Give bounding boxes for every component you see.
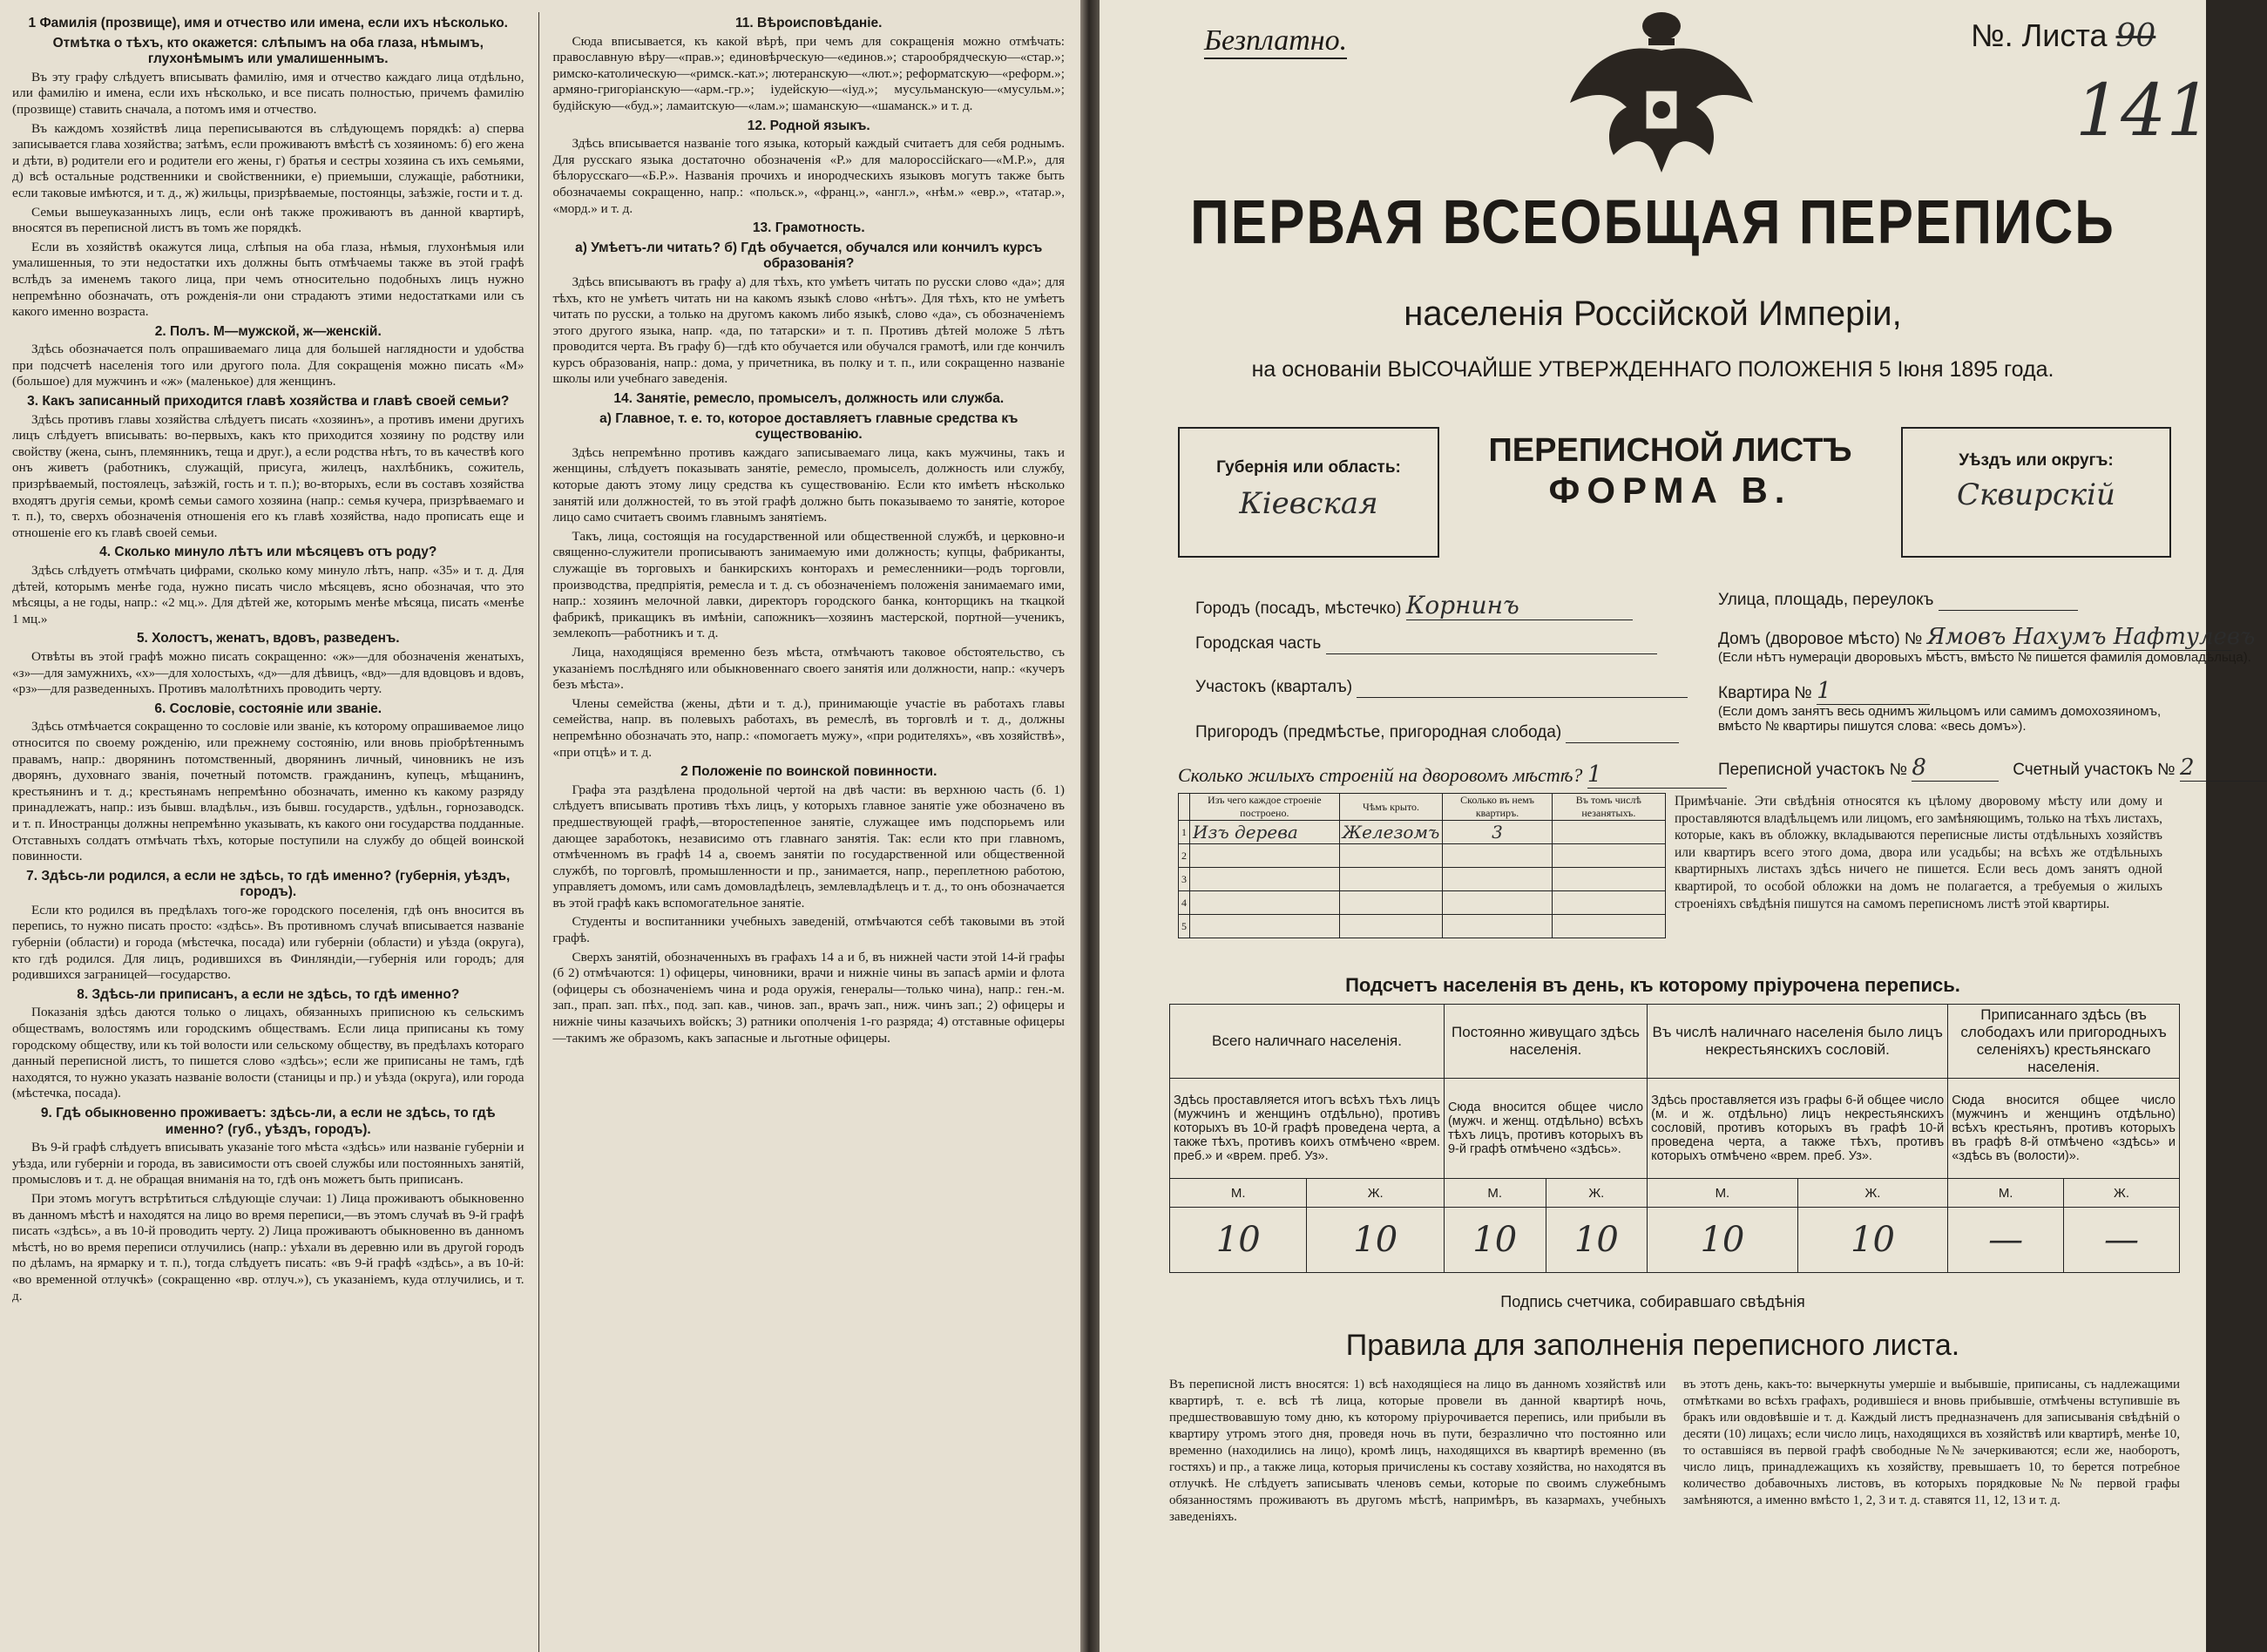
male-label: М.: [1444, 1179, 1546, 1208]
buildings-cell-vacant: [1552, 915, 1665, 938]
buildings-table-header: Изъ чего каждое строеніе построено.: [1190, 794, 1340, 821]
buildings-table-body: [1179, 821, 1666, 938]
city-value: Корнинъ: [1406, 591, 1633, 620]
buildings-cell-material: [1190, 868, 1340, 891]
instruction-paragraph: Здѣсь противъ главы хозяйства слѣдуетъ писать «хозяинъ», а противъ имени другихъ лицъ слѣдуетъ вписывать: во-первыхъ, какъ кто приходится хозяину по родству или свойству (жена, сынъ, племянникъ, теща и друг.), а если родства нѣтъ, то въ качествѣ кого онъ живетъ (работникъ, служащій, присуга, жилецъ, нахлѣбникъ, сожитель, призрѣваемый, постоялецъ, заѣзжій, гость и т. п.); во-вторыхъ, если въ составъ хозяйства входятъ другія семьи, кромѣ семьи самого хозяина (напр.: семья кучера, призрѣваемаго и т. п.), то, сверхъ обозначенія отношенія его къ главѣ хозяйства, надо прописать еще и отношеніе его къ главѣ своей семьи.: [12, 411, 524, 540]
instruction-paragraph: Сюда вписывается, къ какой вѣрѣ, при чемъ для сокращенія можно отмѣчать: православную вѣру—«прав.»; единовѣрческую—«единов.»; старообрядческую—«стар.»; римско-католическую—«римск.-кат.»; лютеранскую—«лют.»; реформатскую—«реформ.»; армяно-григоріанскую—«арм.-гр.»; іудейскую—«іуд.»; мусульманскую—«мусульм.»; будійскую—«буд.»; ламаитскую—«лам.»; шаманскую—«шаманск.» и т. д.: [552, 33, 1065, 113]
buildings-cell-n: 1: [1179, 821, 1190, 844]
count-value: —: [2064, 1208, 2180, 1273]
district-label: Уѣздъ или округъ:: [1959, 451, 2114, 470]
apartment-label: Квартира №: [1718, 684, 1812, 702]
buildings-cell-material: [1190, 844, 1340, 868]
buildings-cell-material: Изъ дерева: [1190, 821, 1340, 844]
rules-title: Правила для заполненія переписного листа.: [1345, 1329, 1960, 1362]
buildings-cell-roof: [1339, 891, 1443, 915]
instruction-heading: 1 Фамилія (прозвище), имя и отчество или имена, если ихъ нѣсколько.: [28, 16, 508, 30]
instruction-paragraph: Если въ хозяйствѣ окажутся лица, слѣпыя на оба глаза, нѣмыя, глухонѣмыя или умалишенныя, то эти недостатки ихъ должны быть отмѣчаемы также въ этой графѣ вслѣдъ за именемъ такого лица, при чемъ относительно подобныхъ лицъ нужно непремѣнно обозначать, отъ рожденія-ли они страдаютъ этими недостатками или съ какого именно возраста.: [12, 239, 524, 320]
count-value: 10: [1648, 1208, 1798, 1273]
city-part-label: Городская часть: [1195, 634, 1322, 653]
buildings-table-header: Сколько въ немъ квартиръ.: [1443, 794, 1552, 821]
instruction-paragraph: Здѣсь вписывается названіе того языка, который каждый считаетъ для себя роднымъ. Для русскаго языка достаточно обозначенія «Р.» для малороссійскаго—«М.Р.», для бѣлорусскаго—«Б.Р.». Названія прочихъ и инородческихъ языковъ могутъ также быть обозначаемы сокращенно, напр.: «польск.», «франц.», «англ.», «нѣм.» «евр.», «татар.», «морд.» и т. д.: [552, 136, 1065, 216]
census-district-value: 8: [1912, 755, 1999, 782]
instruction-heading: 14. Занятіе, ремесло, промыселъ, должность или служба.: [613, 391, 1005, 407]
male-label: М.: [1170, 1179, 1307, 1208]
count-value: 10: [1444, 1208, 1546, 1273]
book-gutter: [1080, 0, 1100, 1652]
apartment-value: 1: [1817, 678, 1930, 705]
census-district-label: Переписной участокъ №: [1718, 761, 1908, 779]
male-label: М.: [1648, 1179, 1798, 1208]
buildings-table-header: Въ томъ числѣ незанятыхъ.: [1552, 794, 1665, 821]
province-box: [1178, 427, 1439, 558]
city-label: Городъ (посадъ, мѣстечко): [1195, 599, 1402, 618]
count-value: 10: [1546, 1208, 1648, 1273]
instruction-paragraph: Показанія здѣсь даются только о лицахъ, обязанныхъ приписною къ сельскимъ обществамъ, волостямъ или городскимъ обществамъ. Если лица приписаны къ тому городскому обществу, или къ той волости или сельскому обществу, въ предѣлахъ котораго данный переписной листъ, то пишется слово «здѣсь»; если же приписаны не тамъ, гдѣ находятся, то нужно указать названіе волости (станицы и пр.) и уѣзда (округа), или города (мѣстечка, посада).: [12, 1005, 524, 1101]
instruction-heading: 13. Грамотность.: [752, 220, 865, 236]
count-desc: Сюда вносится общее число (мужчинъ и женщинъ отдѣльно) всѣхъ крестьянъ, противъ которыхъ въ графѣ 8-й отмѣчено «здѣсь» и «здѣсь въ (волости)».: [1948, 1079, 2180, 1179]
population-count-table: [1169, 1004, 2180, 1273]
rules-text: [1169, 1377, 2180, 1526]
buildings-cell-material: [1190, 891, 1340, 915]
instruction-heading: 7. Здѣсь-ли родился, а если не здѣсь, то гдѣ именно? (губернія, уѣздъ, городъ).: [26, 868, 511, 900]
count-value: 10: [1307, 1208, 1444, 1273]
buildings-table-row: [1179, 821, 1666, 844]
instruction-paragraph: Студенты и воспитанники учебныхъ заведеній, отмѣчаются себѣ таковыми въ этой графѣ.: [552, 914, 1065, 946]
buildings-cell-vacant: [1552, 891, 1665, 915]
instruction-paragraph: Въ эту графу слѣдуетъ вписывать фамилію, имя и отчество каждаго лица отдѣльно, или фамилію и имена, если ихъ нѣсколько, и все писать полностью, причемъ фамилію (прозвище) ставить сначала, а потомъ имя и отчество.: [12, 69, 524, 117]
instruction-paragraph: Лица, находящіяся временно безъ мѣста, отмѣчаютъ таковое обстоятельство, съ указаніемъ послѣдняго или обыкновеннаго своего занятія или должности, напр.: «кучеръ безъ мѣста».: [552, 644, 1065, 693]
count-mf-row: [1170, 1179, 2180, 1208]
instruction-heading: а) Главное, т. е. то, которое доставляетъ главные средства къ существованію.: [599, 410, 1018, 443]
apartment-note: (Если домъ занятъ весь однимъ жильцомъ или самимъ домохозяиномъ, вмѣсто № квартиры пишутся слова: «весь домъ»).: [1718, 704, 2162, 734]
buildings-table-row: [1179, 844, 1666, 868]
buildings-cell-n: 5: [1179, 915, 1190, 938]
instruction-heading: 2 Положеніе по воинской повинности.: [680, 764, 937, 780]
buildings-cell-n: 4: [1179, 891, 1190, 915]
suburb-label: Пригородъ (предмѣстье, пригородная слобода): [1195, 723, 1562, 741]
female-label: Ж.: [1797, 1179, 1948, 1208]
count-header: Всего наличнаго населенія.: [1170, 1005, 1445, 1079]
sheet-label-text: №. Листа: [1971, 17, 2108, 53]
census-subtitle: населенія Россійской Имперіи,: [1404, 295, 1902, 333]
sheet-title-box: [1439, 427, 1901, 558]
buildings-table: [1178, 793, 1666, 938]
instruction-heading: 8. Здѣсь-ли приписанъ, а если не здѣсь, то гдѣ именно?: [77, 986, 460, 1002]
count-district-label: Счетный участокъ №: [2013, 761, 2176, 779]
instruction-heading: 6. Сословіе, состояніе или званіе.: [154, 701, 382, 716]
count-header: Приписаннаго здѣсь (въ слободахъ или пригородныхъ селеніяхъ) крестьянскаго населенія.: [1948, 1005, 2180, 1079]
instruction-paragraph: Въ каждомъ хозяйствѣ лица переписываются въ слѣдующемъ порядкѣ: а) сперва записывается глава хозяйства; затѣмъ, если проживаютъ вмѣстѣ съ хозяиномъ: б) его жена и дѣти, в) родители его и родители его жены, г) братья и сестры хозяина съ ихъ семьями, д) всѣ остальные родственники и свойственники, е) приемыши, служащіе, работники, если таковые имѣются, и т. д., ж) жильцы, призрѣваемые, постоянцы, заѣзжіе, гости и т. д.: [12, 120, 524, 200]
buildings-cell-flats: [1443, 915, 1552, 938]
buildings-cell-roof: Железомъ: [1339, 821, 1443, 844]
buildings-cell-roof: [1339, 868, 1443, 891]
form-header: [1178, 427, 2171, 558]
instruction-paragraph: Отвѣты въ этой графѣ можно писать сокращенно: «ж»—для обозначенія женатыхъ, «з»—для замужнихъ, «х»—для холостыхъ, «д»—для дѣвицъ, «вд»—для вдовцовъ и вдовъ, «рз»—для разведенныхъ. Противъ малолѣтнихъ проводить черту.: [12, 648, 524, 697]
count-header: Постоянно живущаго здѣсь населенія.: [1444, 1005, 1647, 1079]
count-district-value: 2: [2180, 755, 2267, 782]
instruction-paragraph: Графа эта раздѣлена продольной чертой на двѣ части: въ верхнюю часть (б. 1) слѣдуетъ вписывать противъ тѣхъ лицъ, у которыхъ главное занятіе уже обозначено въ предшествующей графѣ,—второстепенное занятіе, служащее имъ подспорьемъ или дающее заработокъ, независимо отъ главнаго занятія. Так: если кто при главномъ, отмѣченномъ въ графѣ 14 а, своемъ занятіи по государственной или общественной службѣ, по торговлѣ, промышленности и пр., занимается, напр., переплетною работою, управляетъ домомъ, или самъ домовладѣлецъ, землевладѣлецъ и т. д., то онъ обозначается въ этой графѣ какъ вспомогательное занятіе.: [552, 782, 1065, 911]
buildings-cell-flats: [1443, 891, 1552, 915]
left-page: [0, 0, 1080, 1652]
plot-label: Участокъ (кварталъ): [1195, 678, 1353, 696]
buildings-label: Сколько жилыхъ строеній на дворовомъ мѣстѣ?: [1178, 764, 1583, 786]
buildings-note: Примѣчаніе. Эти свѣдѣнія относятся къ цѣлому дворовому мѣсту или дому и проставляются владѣльцемъ или лицомъ, его замѣняющимъ, только на тѣхъ листахъ, которые, какъ въ обложку, вкладываются переписные листы отдѣльныхъ хозяйствъ или квартиръ всего этого дома, двора или усадьбы; на всѣхъ же отдѣльныхъ квартирныхъ листахъ здѣсь ничего не пишется. Если весь домъ занятъ одной квартирой, то особой обложки на домъ не полагается, а требуемыя о жилыхъ строеніяхъ свѣдѣнія пишутся на самомъ переписномъ листѣ этой квартиры.: [1675, 794, 2162, 911]
instruction-paragraph: Здѣсь непремѣнно противъ каждаго записываемаго лица, какъ мужчины, такъ и женщины, слѣдуетъ показывать занятіе, ремесло, промыселъ, должность или службу, которые даютъ этому лицу средства къ существованію. Если кто имѣетъ нѣсколько занятій или должностей, то въ этой графѣ должно быть показываемо то занятіе, которое лицо само считаетъ своимъ главнымъ занятіемъ.: [552, 444, 1065, 525]
column-divider: [538, 12, 539, 1652]
form-title: ФОРМА В.: [1548, 470, 1792, 511]
buildings-cell-flats: 3: [1443, 821, 1552, 844]
buildings-value: 1: [1587, 762, 1727, 789]
count-value: 10: [1797, 1208, 1948, 1273]
buildings-table-row: [1179, 868, 1666, 891]
census-form-page: [1100, 0, 2256, 1652]
instructions-column-1: [12, 12, 524, 1652]
count-header: Въ числѣ наличнаго населенія было лицъ некрестьянскихъ сословій.: [1648, 1005, 1948, 1079]
count-desc: Здѣсь проставляется изъ графы 6-й общее число (м. и ж. отдѣльно) лицъ некрестьянскихъ сословій, противъ которыхъ въ графѣ 10-й проведена черта, а также тѣхъ, противъ которыхъ отмѣчено «врем. преб. Уз».: [1648, 1079, 1948, 1179]
buildings-cell-flats: [1443, 868, 1552, 891]
instructions-column-2: [553, 12, 1066, 1652]
female-label: Ж.: [1546, 1179, 1648, 1208]
instruction-paragraph: Здѣсь слѣдуетъ отмѣчать цифрами, сколько кому минуло лѣтъ, напр. «35» и т. д. Для дѣтей, которымъ менѣе года, нужно писать число мѣсяцевъ, ясно обозначая, что это мѣсяцы, а не годы, напр.: «2 мц.». Для дѣтей же, которымъ менѣе мѣсяца, писать «менѣе 1 мц.»: [12, 563, 524, 626]
instruction-paragraph: Въ 9-й графѣ слѣдуетъ вписывать указаніе того мѣста «здѣсь» или названіе губерніи и уѣзда, или губерніи и города, въ зависимости отъ своей службы или постоянныхъ занятій, промысловъ и т. д. не обращая вниманія на то, гдѣ онъ можетъ быть приписанъ.: [12, 1140, 524, 1188]
buildings-cell-flats: [1443, 844, 1552, 868]
buildings-table-row: [1179, 915, 1666, 938]
imperial-eagle-emblem: [1561, 7, 1762, 181]
instruction-paragraph: Семьи вышеуказанныхъ лицъ, если онѣ также проживаютъ въ данной квартирѣ, вносятся въ переписной листъ въ томъ же порядкѣ.: [12, 204, 524, 236]
district-box: [1901, 427, 2171, 558]
instruction-columns: [12, 12, 1065, 1652]
instruction-paragraph: Здѣсь отмѣчается сокращенно то сословіе или званіе, къ которому опрашиваемое лицо относится по своему рожденію, или прежнему состоянію, или вновь пріобрѣтеннымъ правамъ, напр.: дворянинъ потомственный, дворянинъ личный, чиновникъ не изъ дворянъ, духовнаго званія, почетный потомств. гражданинъ, купецъ, мѣщанинъ, крестьянинъ и т. д.; крестьянамъ непремѣнно обозначать, именно къ какому разряду принадлежатъ, напр.: изъ бывш. владѣльч., изъ бывш. государств., удѣльн., горнозаводск. и т. п. Иностранцы должны непремѣнно указывать, къ какого они государства подданные. Отставныхъ солдатъ отмѣчать тѣхъ, которые поступили на службу до общей воинской повинности.: [12, 719, 524, 864]
female-label: Ж.: [1307, 1179, 1444, 1208]
instruction-heading: 5. Холостъ, женатъ, вдовъ, разведенъ.: [136, 631, 400, 647]
signature-label: Подпись счетчика, собиравшаго свѣдѣнія: [1500, 1293, 1805, 1310]
count-desc: Сюда вносится общее число (мужч. и женщ. отдѣльно) всѣхъ тѣхъ лицъ, противъ которыхъ въ 9-й графѣ отмѣчено «здѣсь».: [1444, 1079, 1647, 1179]
count-value: 10: [1170, 1208, 1307, 1273]
male-label: М.: [1948, 1179, 2064, 1208]
instruction-heading: 4. Сколько минуло лѣтъ или мѣсяцевъ отъ роду?: [99, 545, 437, 560]
buildings-cell-vacant: [1552, 868, 1665, 891]
instruction-heading: 12. Родной языкъ.: [747, 118, 870, 133]
instruction-paragraph: Сверхъ занятій, обозначенныхъ въ графахъ 14 а и б, въ нижней части этой 14-й графы (б 2) отмѣчаются: 1) офицеры, чиновники, врачи и нижніе чины въ запасѣ арміи и флота (офицеры съ обозначеніемъ чина и рода оружія, генералы—только чина), напр.: ген.-м. зап., прап. зап. пѣх., под. зап. кав., чинов. зап., врачъ зап., ниж. чинъ зап.; 2) офицеры и нижніе чины казачьихъ войскъ; 3) ратники ополченія 1-го разряда; 4) отставные офицеры—такимъ же образомъ, какъ запасные и льготные офицеры.: [552, 949, 1065, 1046]
province-value: Кiевская: [1239, 486, 1378, 521]
sheet-number-handwritten: 141: [2075, 70, 2212, 152]
female-label: Ж.: [2064, 1179, 2180, 1208]
buildings-cell-n: 3: [1179, 868, 1190, 891]
instruction-paragraph: Члены семейства (жены, дѣти и т. д.), принимающіе участіе въ работахъ главы семейства, напр. въ полевыхъ работахъ, въ ремеслѣ, въ торговлѣ и т. д., должны непремѣнно обозначать это, напр.: «помогаетъ мужу», «при родителяхъ», «въ хозяйствѣ», «при отцѣ» и т. д.: [552, 695, 1065, 760]
district-value: Сквирскiй: [1957, 477, 2115, 512]
instruction-paragraph: При этомъ могутъ встрѣтиться слѣдующіе случаи: 1) Лица проживаютъ обыкновенно въ данномъ мѣстѣ и находятся на лицо во время переписи,—въ этомъ случаѣ въ 9-й графѣ писать «здѣсь», а въ 10-й проводить черту. 2) Лица проживаютъ обыкновенно въ данномъ мѣстѣ, но во время переписи отлучились (напр.: уѣхали въ деревню или въ другой городъ по дѣламъ, на ярмарку и т. п.), тогда слѣдуетъ писать: «въ 9-й графѣ «здѣсь», а въ 10-й: «во временной отлучкѣ» (сокращенно «вр. отлуч.»), съ указаніемъ, куда отлучились, и т. д.: [12, 1190, 524, 1303]
buildings-cell-n: 2: [1179, 844, 1190, 868]
instruction-paragraph: Здѣсь вписываютъ въ графу а) для тѣхъ, кто умѣетъ читать по русски слово «да»; для тѣхъ, кто не умѣетъ читать ни на какомъ языкѣ слово «нѣтъ». Для тѣхъ, кто не умѣетъ читать по русски, а только на другомъ какомъ либо языкѣ, слово «да», съ обозначеніемъ этого другого языка, напр. «да, по татарски» и т. п. Противъ дѣтей моложе 5 лѣтъ проводится черта. Въ графу б)—гдѣ кто обучается или обучался грамотѣ, или где кончилъ курсъ образованія, напр.: дома, у причетника, въ полку и т. п., или сокращенно названіе школы или учебнаго заведенія.: [552, 274, 1065, 387]
instruction-heading: а) Умѣетъ-ли читать? б) Гдѣ обучается, обучался или кончилъ курсъ образованія?: [575, 240, 1043, 272]
buildings-table-header-n: [1179, 794, 1190, 821]
instruction-heading: 3. Какъ записанный приходится главѣ хозяйства и главѣ своей семьи?: [27, 394, 510, 410]
street-label: Улица, площадь, переулокъ: [1718, 591, 1934, 609]
buildings-cell-roof: [1339, 844, 1443, 868]
free-label: Безплатно.: [1204, 24, 1347, 59]
sheet-title: ПЕРЕПИСНОЙ ЛИСТЪ: [1488, 432, 1852, 469]
rules-column-2: въ этотъ день, какъ-то: вычеркнуты умершіе и выбывшіе, приписаны, съ надлежащими отмѣтками во всѣхъ графахъ, родившіеся и вновь прибывшіе, отмѣчены вступившіе въ бракъ или овдовѣвшіе и т. д. Каждый листъ предназначенъ для записыванія свѣдѣній о десяти (10) лицахъ; если число лицъ, находящихся въ хозяйствѣ или квартирѣ, менѣе 10, то оставшіяся въ первой графѣ свободные №№ зачеркиваются; если же, наоборотъ, число лицъ, принадлежащихъ къ хозяйству, превышаетъ 10, то берется потребное количество добавочныхъ листовъ, въ которыхъ порядковые №№ первой графы замѣняются, а именно вмѣсто 1, 2, 3 и т. д. ставятся 11, 12, 13 и т. д.: [1683, 1378, 2180, 1507]
instruction-paragraph: Здѣсь обозначается полъ опрашиваемаго лица для большей наглядности и удобства при подсчетѣ населенія того или другого пола. Для сокращенія можно писать «М» (большое) для мужчинъ и «ж» (маленькое) для женщинъ.: [12, 342, 524, 389]
buildings-table-header: Чѣмъ крыто.: [1339, 794, 1443, 821]
count-desc: Здѣсь проставляется итогъ всѣхъ тѣхъ лицъ (мужчинъ и женщинъ отдѣльно), противъ которыхъ въ 10-й графѣ проведена черта, а также тѣхъ, противъ коихъ отмѣчено «врем. преб.» и «врем. преб. Уз».: [1170, 1079, 1445, 1179]
sheet-number-label: [1971, 17, 2155, 54]
province-label: Губернія или область:: [1216, 458, 1401, 477]
census-title: ПЕРВАЯ ВСЕОБЩАЯ ПЕРЕПИСЬ: [1190, 187, 2115, 258]
buildings-cell-roof: [1339, 915, 1443, 938]
buildings-cell-vacant: [1552, 844, 1665, 868]
house-note: (Если нѣтъ нумераціи дворовыхъ мѣстъ, вмѣсто № пишется фамилія домовладѣльца).: [1718, 650, 2251, 665]
instruction-heading: 2. Полъ. М—мужской, ж—женскій.: [154, 323, 382, 339]
buildings-cell-material: [1190, 915, 1340, 938]
instruction-heading: 9. Гдѣ обыкновенно проживаетъ: здѣсь-ли, а если не здѣсь, то гдѣ именно? (губ., уѣздъ, городъ).: [40, 1106, 496, 1137]
house-label: Домъ (дворовое мѣсто) №: [1718, 630, 1923, 648]
count-title: Подсчетъ населенія въ день, къ которому пріурочена перепись.: [1345, 974, 1960, 996]
sheet-number-old: 90: [2115, 18, 2156, 54]
instruction-paragraph: Такъ, лица, состоящія на государственной или общественной службѣ, и церковно-и священно-служители прописываютъ занимаемую ими должность; купцы, фабриканты, служащіе въ торговыхъ и банкирскихъ конторахъ и ремесленники—родъ торговли, производства, предпріятія, ремесла и т. д. съ обозначеніемъ положенія занимаемаго ими, напр.: хозяинъ мелочной лавки, директоръ городского банка, конторщикъ на ткацкой фабрикѣ, прикащикъ въ имѣніи, сапожникъ—хозяинъ мастерской, портной—ученикъ, землекопъ—работникъ и т. д.: [552, 528, 1065, 641]
count-values-row: [1170, 1208, 2180, 1273]
instruction-heading: Отмѣтка о тѣхъ, кто окажется: слѣпымъ на оба глаза, нѣмымъ, глухонѣмымъ или умалишеннымъ.: [52, 35, 484, 67]
census-basis: на основаніи ВЫСОЧАЙШЕ УТВЕРЖДЕННАГО ПОЛОЖЕНІЯ 5 Іюня 1895 года.: [1251, 357, 2054, 382]
instruction-paragraph: Если кто родился въ предѣлахъ того-же городского поселенія, гдѣ онъ вносится въ перепись, то нужно писать просто: «здѣсь». Въ противномъ случаѣ вписывается названіе губерніи (области) и города (мѣстечка, посада) или губерніи (области) и уѣзда (округа), кто гдѣ родился. Для лицъ, родившихся въ Финляндіи,—губернія или городъ; для родившихся заграницей—государство.: [12, 902, 524, 983]
buildings-table-row: [1179, 891, 1666, 915]
count-value: —: [1948, 1208, 2064, 1273]
buildings-cell-vacant: [1552, 821, 1665, 844]
instruction-heading: 11. Вѣроисповѣданіе.: [735, 16, 883, 30]
house-value: Ямовъ Нахумъ Нафтулевъ: [1926, 624, 2256, 650]
rules-column-1: Въ переписной листъ вносятся: 1) всѣ находящіеся на лицо въ данномъ хозяйствѣ или квартирѣ, т. е. всѣ тѣ лица, которые провели въ данной квартирѣ ночь, предшествовавшую тому дню, къ которому пріурочивается перепись, или прибыли въ квартиру утромъ этого дня, проведя ночь въ пути, безразлично что постоянно или временно (находились на лицо), кромѣ лицъ, находящихся въ квартирѣ временно (въ гостяхъ) и пр., а также лица, которыя причислены къ составу хозяйства, но находятся въ отлучкѣ. Не слѣдуетъ записывать членовъ семьи, которые по своимъ служебнымъ обязанностямъ проживаютъ въ другомъ мѣстѣ, напримѣръ, въ казармахъ, учебныхъ заведеніяхъ.: [1169, 1378, 1666, 1524]
